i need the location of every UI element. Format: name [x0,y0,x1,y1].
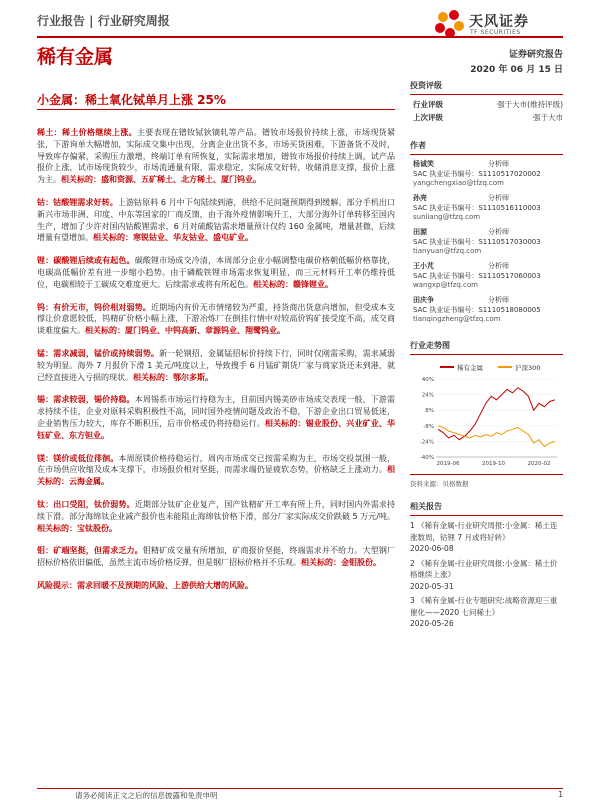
industry-rating-value: 强于大市(维持评级) [497,100,563,109]
author-role: 分析师 [488,262,509,270]
x-tick-label: 2019-10 [482,461,505,467]
author-name: 田源 [413,228,427,236]
logo-name-en: TF SECURITIES [470,29,521,36]
author-license: SAC 执业证书编号：S1110516110003 [413,204,541,212]
paragraph-body: 近期场内有价无市情绪较为严重，持货商出货意向增加，但受成本支撑让价意愿较低，钨精矿价格小幅上涨，下游冶炼厂在倒挂行情中对较高价钨矿接受度不高，成交商谈难度偏大。 [37,302,395,336]
y-tick-label: -8% [423,423,434,430]
legend-label: 稀有金属 [457,364,483,372]
paragraph-related: 相关标的：宝钛股份。 [37,523,117,533]
author-entry [410,261,563,295]
related-report-title[interactable]: 2 《稀有金属-行业研究周报:小金属：稀土价格继续上涨》 [410,558,558,579]
author-role: 分析师 [488,160,509,168]
header-divider [37,36,563,38]
trend-chart-svg [410,357,563,475]
author-entry [410,159,563,193]
section-paragraph [37,394,395,441]
report-header [37,9,563,35]
author-license: SAC 执业证书编号：S1110517020002 [413,170,541,178]
authors-heading: 作者 [410,137,563,155]
section-paragraph [37,255,395,290]
section-paragraph [37,348,395,383]
author-email[interactable]: tianqingzheng@tfzq.com [413,315,501,323]
prev-rating-label: 上次评级 [413,113,443,122]
footer-divider [37,788,563,789]
main-content [37,127,395,603]
author-name: 王小芃 [413,262,434,270]
related-report-item[interactable] [410,520,563,555]
section-paragraph [37,453,395,488]
paragraph-related: 相关标的：赣锋锂业。 [253,279,333,289]
paragraph-body: 主要表现在镨钕铽钬镝轧等产品。镨钕市场报价持续上涨，市场现货紧张，下游询单大幅增加，实际成交集中出现，分离企业出货不多，市场买货困难，下游备货不及时，导致库存偏紧，采购压力激增，终端订单有所恢复，实际需求增加，镨钕市场报价持续上调。试产品报价上涨，试市场现货较少，市场流通量有限，需求稳定，实际成交好转，收储消息支撑，报价上涨为主。 [37,128,395,185]
x-tick-label: 2020-02 [527,461,551,467]
tf-securities-logo [433,9,553,39]
author-entry [410,227,563,261]
paragraph-body: 本周原镁价格持稳运行，周内市场成交已按需采购为主，市场交投氛围一般，在市场供应收缩及成本支撑下，市场报价相对坚挺，而需求端仍显疲软态势，价格缺乏上涨动力。 [37,453,396,475]
section-paragraph [37,499,395,534]
author-role: 分析师 [488,228,509,236]
author-email[interactable]: sunliang@tfzq.com [413,213,481,221]
author-license: SAC 执业证书编号：S1110518080005 [413,306,541,314]
paragraph-related: 相关标的：鄂尔多斯。 [133,372,213,382]
legend-label: 沪深300 [515,364,541,372]
report-subtitle: 小金属：稀土氧化铽单月上涨 25% [37,93,226,107]
author-license: SAC 执业证书编号：S1110517060003 [413,272,541,280]
footer-disclaimer: 请务必阅读正文之后的信息披露和免责申明 [75,791,218,800]
y-tick-label: -40% [419,455,434,461]
paragraph-body: 上游钴原料 6 月中下旬陆续到港，供给不足问题预期得到缓解。部分手机出口新兴市场非洲、印度、中东等国家的厂商反馈，由于海外疫情影响开工，大部分海外订单转移至国内生产，增加了少许对国内钴酸锂需求，6 月对硫酸钴需求增量预计仅约 160 金属吨，增量甚微，后续增量有望增加。 [37,197,395,243]
industry-trend-chart [410,357,563,475]
paragraph-lead: 钴：钴酸锂需求好转。 [37,197,118,207]
rating-heading: 投资评级 [410,77,563,95]
report-category: 行业报告 | 行业研究周报 [37,14,170,28]
paragraph-lead: 镁：镁价或低位徘徊。 [37,453,119,463]
paragraph-lead: 钼：矿端坚挺，但需求乏力。 [37,546,143,556]
paragraph-body: 钼精矿成交量有所增加，矿商报价坚挺，终端需求并不给力。大型钢厂招标价格依旧偏低，虽然主流市场价格反弹，但是钢厂招标价格并不乐观。 [37,546,395,568]
x-tick-label: 2019-06 [436,461,460,467]
report-date: 2020 年 06 月 15 日 [470,65,563,75]
series-line [438,388,555,440]
paragraph-body: 本周锡系市场运行持稳为主，目前国内锡美砂市场成交表现一般，下游需求持续不佳，企业对原料采购积极性不高，同时国外疫情问题及政治不稳，下游企业出口贸易低迷，企业销售压力较大，库存不断积压，后市价格或仍将持稳运行。 [37,395,396,428]
risk-warning [37,580,395,592]
y-tick-label: 24% [421,392,434,399]
author-name: 田庆争 [413,296,434,304]
paragraph-related: 相关标的：云海金属。 [37,465,395,487]
paragraph-body: 碳酸锂市场成交冷清，本周部分企业小幅调整电碳价格朝低幅价格靠拢，电碳高低幅价差有进一步缩小趋势。由于磷酸铁锂市场需求恢复明显，而三元材料开工率仍维持低位，电碳相较于工碳成交难度更大。后续需求或将有所起色。 [37,256,396,289]
author-entry [410,193,563,227]
page-title: 稀有金属 [37,46,114,68]
logo-flower-icon [433,9,467,39]
logo-name-cn: 天风证券 [469,14,529,30]
paragraph-related: 相关标的：寒锐钴业、华友钴业、盛屯矿业。 [93,233,253,243]
industry-rating-label: 行业评级 [413,100,443,109]
paragraph-lead: 稀土：稀土价格继续上涨。 [37,128,137,137]
paragraph-lead: 锂：碳酸锂后续或有起色。 [37,256,135,266]
paragraph-related: 相关标的：金钼股份。 [301,558,381,568]
related-report-item[interactable] [410,558,563,593]
paragraph-related: 相关标的：盛和资源、五矿稀土、北方稀土、厦门钨业。 [61,175,261,185]
author-entry [410,295,563,329]
section-paragraph [37,197,395,244]
y-tick-label: -24% [419,439,434,446]
paragraph-related: 相关标的：厦门钨业、中钨高新、章源钨业、翔鹭钨业。 [85,326,285,336]
paragraph-lead: 锰：需求减弱，锰价或持续弱势。 [37,348,160,358]
paragraph-related: 相关标的：锡业股份、兴业矿业、华钰矿业、东方钽业。 [37,418,395,440]
section-paragraph [37,127,395,186]
related-report-date: 2020-05-31 [410,581,454,591]
section-paragraph [37,302,395,337]
related-report-date: 2020-06-08 [410,544,454,553]
related-report-item[interactable] [410,595,563,630]
author-license: SAC 执业证书编号：S1110517030003 [413,238,541,246]
author-email[interactable]: tianyuan@tfzq.com [413,247,482,255]
sidebar [410,77,563,633]
related-report-title[interactable]: 1 《稀有金属-行业研究周报:小金属：稀土连涨数周，钴锂 7 月或将好转》 [410,521,558,542]
section-paragraph [37,545,395,569]
report-type: 证券研究报告 [508,50,563,60]
subtitle-divider [37,109,395,110]
prev-rating-row [410,110,563,123]
page-number: 1 [558,790,563,799]
author-email[interactable]: wangxp@tfzq.com [413,281,478,289]
y-tick-label: 8% [425,408,434,415]
paragraph-lead: 锡：需求较弱，锡价持稳。 [37,395,135,405]
prev-rating-value: 强于大市 [533,113,563,122]
trend-heading: 行业走势图 [410,337,563,355]
industry-rating-row [410,97,563,110]
paragraph-lead: 钨：有价无市，钨价相对弱势。 [37,302,151,312]
related-reports-heading: 相关报告 [410,498,563,516]
chart-source: 资料来源：贝格数据 [410,480,469,488]
author-role: 分析师 [488,194,509,202]
y-tick-label: 40% [421,377,434,383]
author-email[interactable]: yangchengxiao@tfzq.com [413,179,504,187]
paragraph-lead: 钛：出口受阻，钛价弱势。 [37,499,135,509]
author-name: 杨诚笑 [413,160,434,168]
author-role: 分析师 [488,296,509,304]
related-report-date: 2020-05-26 [410,619,454,628]
author-name: 孙亮 [413,194,427,202]
paragraph-body: 新一轮钢招、金属锰招标价持续下行，同时仅刚需采购，需求减弱较为明显。海外 7 月报价下滑 1 美元/吨度以上，导致搜手 6 月锰矿期货厂家与商家货还未到港，就已经直接进入亏损的现状。 [37,348,395,382]
risk-text: 风险提示：需求回暖不及预期的风险、上游供给大增的风险。 [37,580,253,590]
paragraph-body: 近期部分钛矿企业复产，国产钛精矿开工率有所上升，同时国内外需求持续下滑。部分海绵钛企业减产报价也未能阻止海绵钛价格下滑，部分厂家实际成交价跌破 5 万元/吨。 [37,499,396,521]
related-report-title[interactable]: 3 《稀有金属-行业专题研究:战略资源迎三重催化——2020 七问稀土》 [410,596,558,617]
